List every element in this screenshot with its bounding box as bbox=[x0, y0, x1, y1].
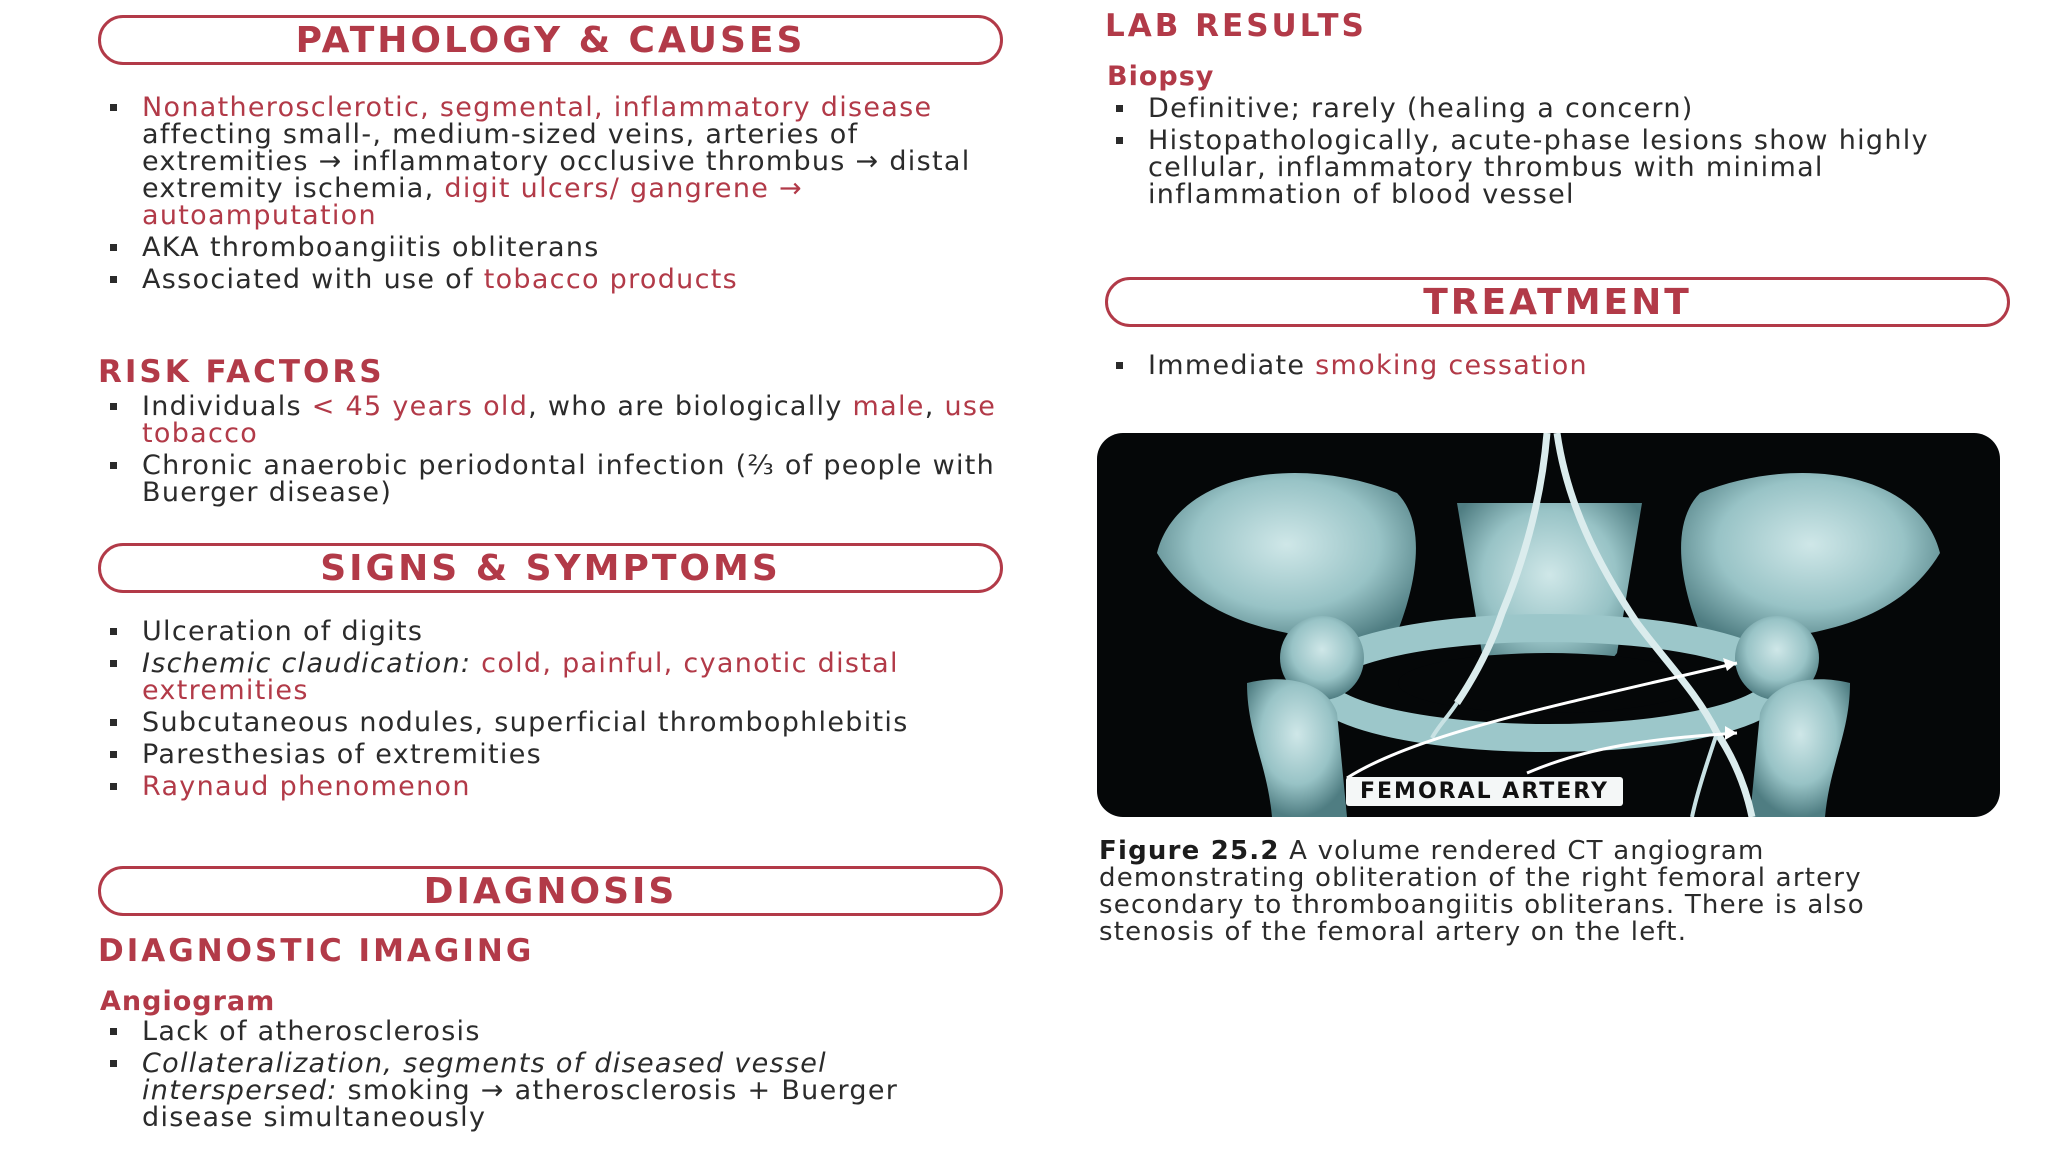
body-text: Lack of atherosclerosis bbox=[142, 1016, 481, 1047]
signs-list bbox=[104, 618, 1009, 805]
angiogram-heading: Angiogram bbox=[100, 986, 276, 1017]
list-item bbox=[104, 94, 1009, 229]
list-item bbox=[104, 741, 1009, 768]
biopsy-list bbox=[1110, 95, 1980, 213]
highlight-text: Nonatherosclerotic, segmental, inflammatory disease bbox=[142, 92, 933, 123]
figure-caption bbox=[1099, 838, 1959, 946]
pathology-title: PATHOLOGY & CAUSES bbox=[295, 19, 806, 61]
body-text: Ulceration of digits bbox=[142, 616, 424, 647]
body-text: , bbox=[924, 391, 945, 422]
italic-text: Ischemic claudication: bbox=[142, 648, 472, 679]
body-text: Associated with use of bbox=[142, 264, 484, 295]
list-item bbox=[1110, 95, 1980, 122]
treatment-title: TREATMENT bbox=[1423, 281, 1692, 323]
body-text: Paresthesias of extremities bbox=[142, 739, 542, 770]
body-text: Histopathologically, acute-phase lesions show highly cellular, inflammatory thrombus with minimal inflammation of blood vessel bbox=[1148, 125, 1929, 210]
highlight-text: cold, painful, cyanotic distal extremities bbox=[142, 648, 899, 706]
lab-results-heading: LAB RESULTS bbox=[1105, 8, 1367, 44]
pathology-banner bbox=[98, 15, 1003, 65]
pelvis-illustration bbox=[1097, 433, 2000, 817]
body-text: Immediate bbox=[1148, 350, 1316, 381]
list-item bbox=[104, 709, 1009, 736]
caption-figure-number: Figure 25.2 bbox=[1099, 836, 1280, 866]
diagnosis-title: DIAGNOSIS bbox=[423, 870, 678, 912]
highlight-text: < 45 years old bbox=[311, 391, 529, 422]
diagnostic-imaging-heading: DIAGNOSTIC IMAGING bbox=[98, 933, 535, 969]
highlight-text: smoking cessation bbox=[1315, 350, 1588, 381]
angiogram-list bbox=[104, 1018, 1009, 1136]
caption-text: A volume rendered CT angiogram demonstrating obliteration of the right femoral artery secondary to thromboangiitis obliterans. There is also stenosis of the femoral artery on the left. bbox=[1099, 836, 1865, 947]
body-text: AKA thromboangiitis obliterans bbox=[142, 232, 600, 263]
list-item bbox=[104, 266, 1009, 293]
signs-banner bbox=[98, 543, 1003, 593]
femoral-artery-label: FEMORAL ARTERY bbox=[1346, 777, 1623, 806]
biopsy-heading: Biopsy bbox=[1107, 61, 1215, 92]
list-item bbox=[104, 452, 1009, 506]
italic-text: Collateralization, segments of diseased vessel interspersed: bbox=[142, 1048, 827, 1106]
list-item bbox=[104, 1018, 1009, 1045]
body-text: Subcutaneous nodules, superficial thrombophlebitis bbox=[142, 707, 909, 738]
body-text: smoking → atherosclerosis + Buerger disease simultaneously bbox=[142, 1075, 899, 1133]
signs-title: SIGNS & SYMPTOMS bbox=[320, 547, 781, 589]
pathology-list bbox=[104, 94, 1009, 298]
highlight-text: digit ulcers/ gangrene → autoamputation bbox=[142, 173, 803, 231]
list-item bbox=[1110, 127, 1980, 208]
list-item bbox=[104, 650, 1009, 704]
list-item bbox=[104, 773, 1009, 800]
treatment-banner bbox=[1105, 277, 2010, 327]
highlight-text: Raynaud phenomenon bbox=[142, 771, 471, 802]
body-text: Definitive; rarely (healing a concern) bbox=[1148, 93, 1694, 124]
highlight-text: male bbox=[852, 391, 925, 422]
body-text: , who are biologically bbox=[528, 391, 853, 422]
list-item bbox=[104, 1050, 1009, 1131]
ct-angiogram-image bbox=[1097, 433, 2000, 817]
body-text: affecting small-, medium-sized veins, arteries of extremities → inflammatory occlusive thrombus → distal extremity ischemia, bbox=[142, 119, 971, 204]
highlight-text: use tobacco bbox=[142, 391, 997, 449]
list-item bbox=[104, 618, 1009, 645]
body-text: Individuals bbox=[142, 391, 312, 422]
body-text: Chronic anaerobic periodontal infection (⅔ of people with Buerger disease) bbox=[142, 450, 996, 508]
list-item bbox=[104, 234, 1009, 261]
risk-list bbox=[104, 393, 1009, 511]
highlight-text: tobacco products bbox=[483, 264, 738, 295]
risk-factors-heading: RISK FACTORS bbox=[98, 354, 385, 390]
treatment-list bbox=[1110, 352, 1980, 384]
diagnosis-banner bbox=[98, 866, 1003, 916]
list-item bbox=[1110, 352, 1980, 379]
body-text bbox=[471, 648, 481, 679]
list-item bbox=[104, 393, 1009, 447]
